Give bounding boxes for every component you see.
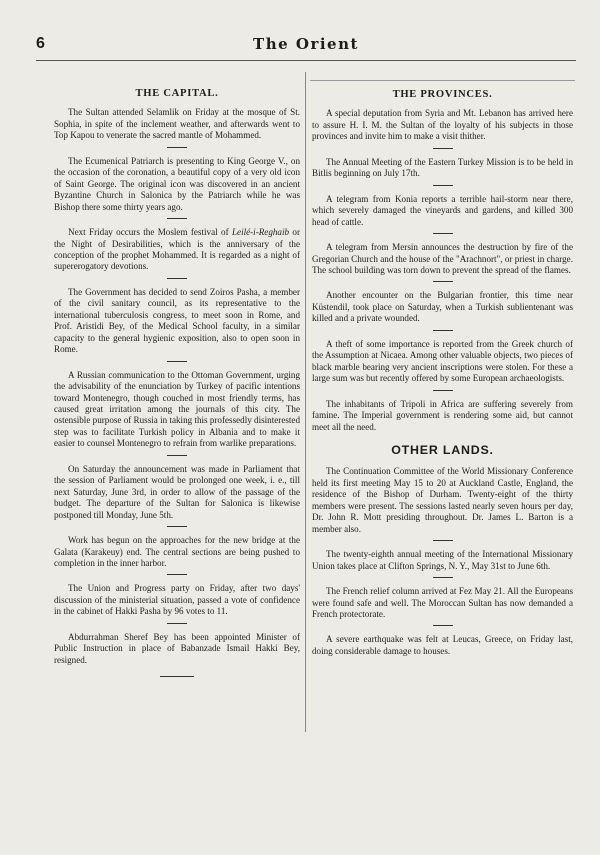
news-item: A theft of some importance is reported from the Greek church of the Assumption at Nicaea. Among other valuable objects, two pieces of black marble bearing very ancient inscriptions were stolen. For these a large sum was but recently offered by some European archaeologists. bbox=[312, 338, 573, 384]
news-item: The Annual Meeting of the Eastern Turkey Mission is to be held in Bitlis beginning on July 17th. bbox=[312, 156, 573, 179]
festival-name: Leilé-i-Reghaib bbox=[231, 227, 290, 238]
news-item: The inhabitants of Tripoli in Africa are suffering severely from famine. The Imperial government is rendering some aid, but cannot meet all the need. bbox=[312, 398, 573, 432]
page-header bbox=[36, 34, 576, 56]
news-item: A special deputation from Syria and Mt. Lebanon has arrived here to assure H. I. M. the Sultan of the loyalty of his subjects in those provinces and invite him to make a visit thither. bbox=[312, 108, 573, 142]
masthead-title: The Orient bbox=[253, 35, 359, 53]
news-item: The Government has decided to send Zoiros Pasha, a member of the civil sanitary council, as its representative to the international tuberculosis congress, to meet soon in Rome, and Prof. Aristidi Bey, of the Medical School faculty, in a similar capacity to the general hygienic exposition, also to open soon in Rome. bbox=[54, 286, 300, 355]
news-item: On Saturday the announcement was made in Parliament that the session of Parliament would be prolonged one week, i. e., till next Saturday, June 3rd, in order to allow of the passage of the budget. The departure of the Sultan for Salonica is likewise postponed till Monday, June 5th. bbox=[54, 463, 300, 520]
festival-lead: Next Friday occurs the Moslem festival of bbox=[68, 227, 229, 238]
item-separator bbox=[167, 574, 187, 575]
news-item: The Union and Progress party on Friday, after two days' discussion of the ministerial situation, passed a vote of confidence in the cabinet of Hakki Pasha by 96 votes to 11. bbox=[54, 583, 300, 617]
news-item-festival bbox=[54, 227, 300, 273]
item-separator bbox=[167, 526, 187, 527]
news-item: Work has begun on the approaches for the new bridge at the Galata (Karakeuy) end. The central sections are being pushed to completion in the inner harbor. bbox=[54, 535, 300, 568]
item-separator bbox=[433, 330, 453, 331]
festival-rest: or the Night of Desirabilities, which is the anniversary of the conception of the prophet Mohammed. It is regarded as a night of supererogatory devotions. bbox=[54, 227, 300, 272]
item-separator bbox=[433, 281, 453, 282]
item-separator bbox=[433, 148, 453, 149]
news-item: The Ecumenical Patriarch is presenting to King George V., on the occasion of the coronation, a beautiful copy of a very old icon of Saint George. The original icon was discovered in an ancient Byzantine Church in Salonica by the Patriarch while he was Bishop there some thirty years ago. bbox=[54, 155, 300, 212]
news-item: The Sultan attended Selamlik on Friday at the mosque of St. Sophia, in spite of the inclement weather, and afterwards went to Top Kapou to venerate the sacred mantle of Mohammed. bbox=[54, 107, 300, 141]
column-end-rule bbox=[160, 676, 194, 677]
item-separator bbox=[167, 147, 187, 148]
item-separator bbox=[167, 218, 187, 219]
item-separator bbox=[433, 390, 453, 391]
section-heading-other-lands: OTHER LANDS. bbox=[391, 442, 494, 457]
item-separator bbox=[167, 455, 187, 456]
item-separator bbox=[167, 623, 187, 624]
item-separator bbox=[433, 233, 453, 234]
page-number: 6 bbox=[36, 35, 45, 52]
news-item: The French relief column arrived at Fez May 21. All the Europeans were found safe and well. The Moroccan Sultan has now demanded a French protectorate. bbox=[312, 586, 573, 619]
item-separator bbox=[167, 361, 187, 362]
news-item: A telegram from Mersin announces the destruction by fire of the Gregorian Church and the house of the "Arachnort", or priest in charge. The school building was torn down to prevent the spread of the flames. bbox=[312, 242, 573, 275]
left-column bbox=[54, 80, 300, 677]
news-item: Abdurrahman Sheref Bey has been appointed Minister of Public Instruction in place of Babanzade Ismail Hakki Bey, resigned. bbox=[54, 631, 300, 665]
item-separator bbox=[433, 185, 453, 186]
section-heading-provinces: THE PROVINCES. bbox=[392, 89, 493, 100]
right-column bbox=[312, 80, 573, 657]
news-item: A severe earthquake was felt at Leucas, Greece, on Friday last, doing considerable damage to houses. bbox=[312, 634, 573, 656]
header-rule bbox=[36, 60, 576, 61]
item-separator bbox=[433, 625, 453, 626]
column-divider bbox=[305, 72, 306, 732]
item-separator bbox=[433, 577, 453, 578]
box-top-rule bbox=[310, 80, 575, 81]
news-item: Another encounter on the Bulgarian frontier, this time near Küstendil, took place on Saturday, when a Turkish sublientenant was killed and a private wounded. bbox=[312, 290, 573, 324]
news-item: A telegram from Konia reports a terrible hail-storm near there, which severely damaged the vineyards and gardens, and killed 300 head of cattle. bbox=[312, 193, 573, 227]
item-separator bbox=[167, 278, 187, 279]
news-item: A Russian communication to the Ottoman Government, urging the advisability of the enunciation by Turkey of pacific intentions toward Montenegro, though couched in most friendly terms, has caused great irritation among the journals of this city. The ostensible purpose of Russia in taking this professedly disinterested step was to facilitate Turkish policy in Albania and to make it easier to counsel Montenegro to refrain from warlike preparations. bbox=[54, 369, 301, 449]
news-item: The twenty-eighth annual meeting of the International Missionary Union takes place at Clifton Springs, N. Y., May 31st to June 6th. bbox=[312, 549, 573, 571]
section-heading-capital: THE CAPITAL. bbox=[135, 88, 219, 99]
news-item: The Continuation Committee of the World Missionary Conference held its first meeting May 15 to 20 at Auckland Castle, England, the residence of the Bishop of Durham. Twenty-eight of the thirty members were present. The sessions lasted nearly seven hours per day, Dr. John R. Mott presiding throughout. Dr. James L. Barton is a member also. bbox=[312, 466, 573, 534]
item-separator bbox=[433, 540, 453, 541]
